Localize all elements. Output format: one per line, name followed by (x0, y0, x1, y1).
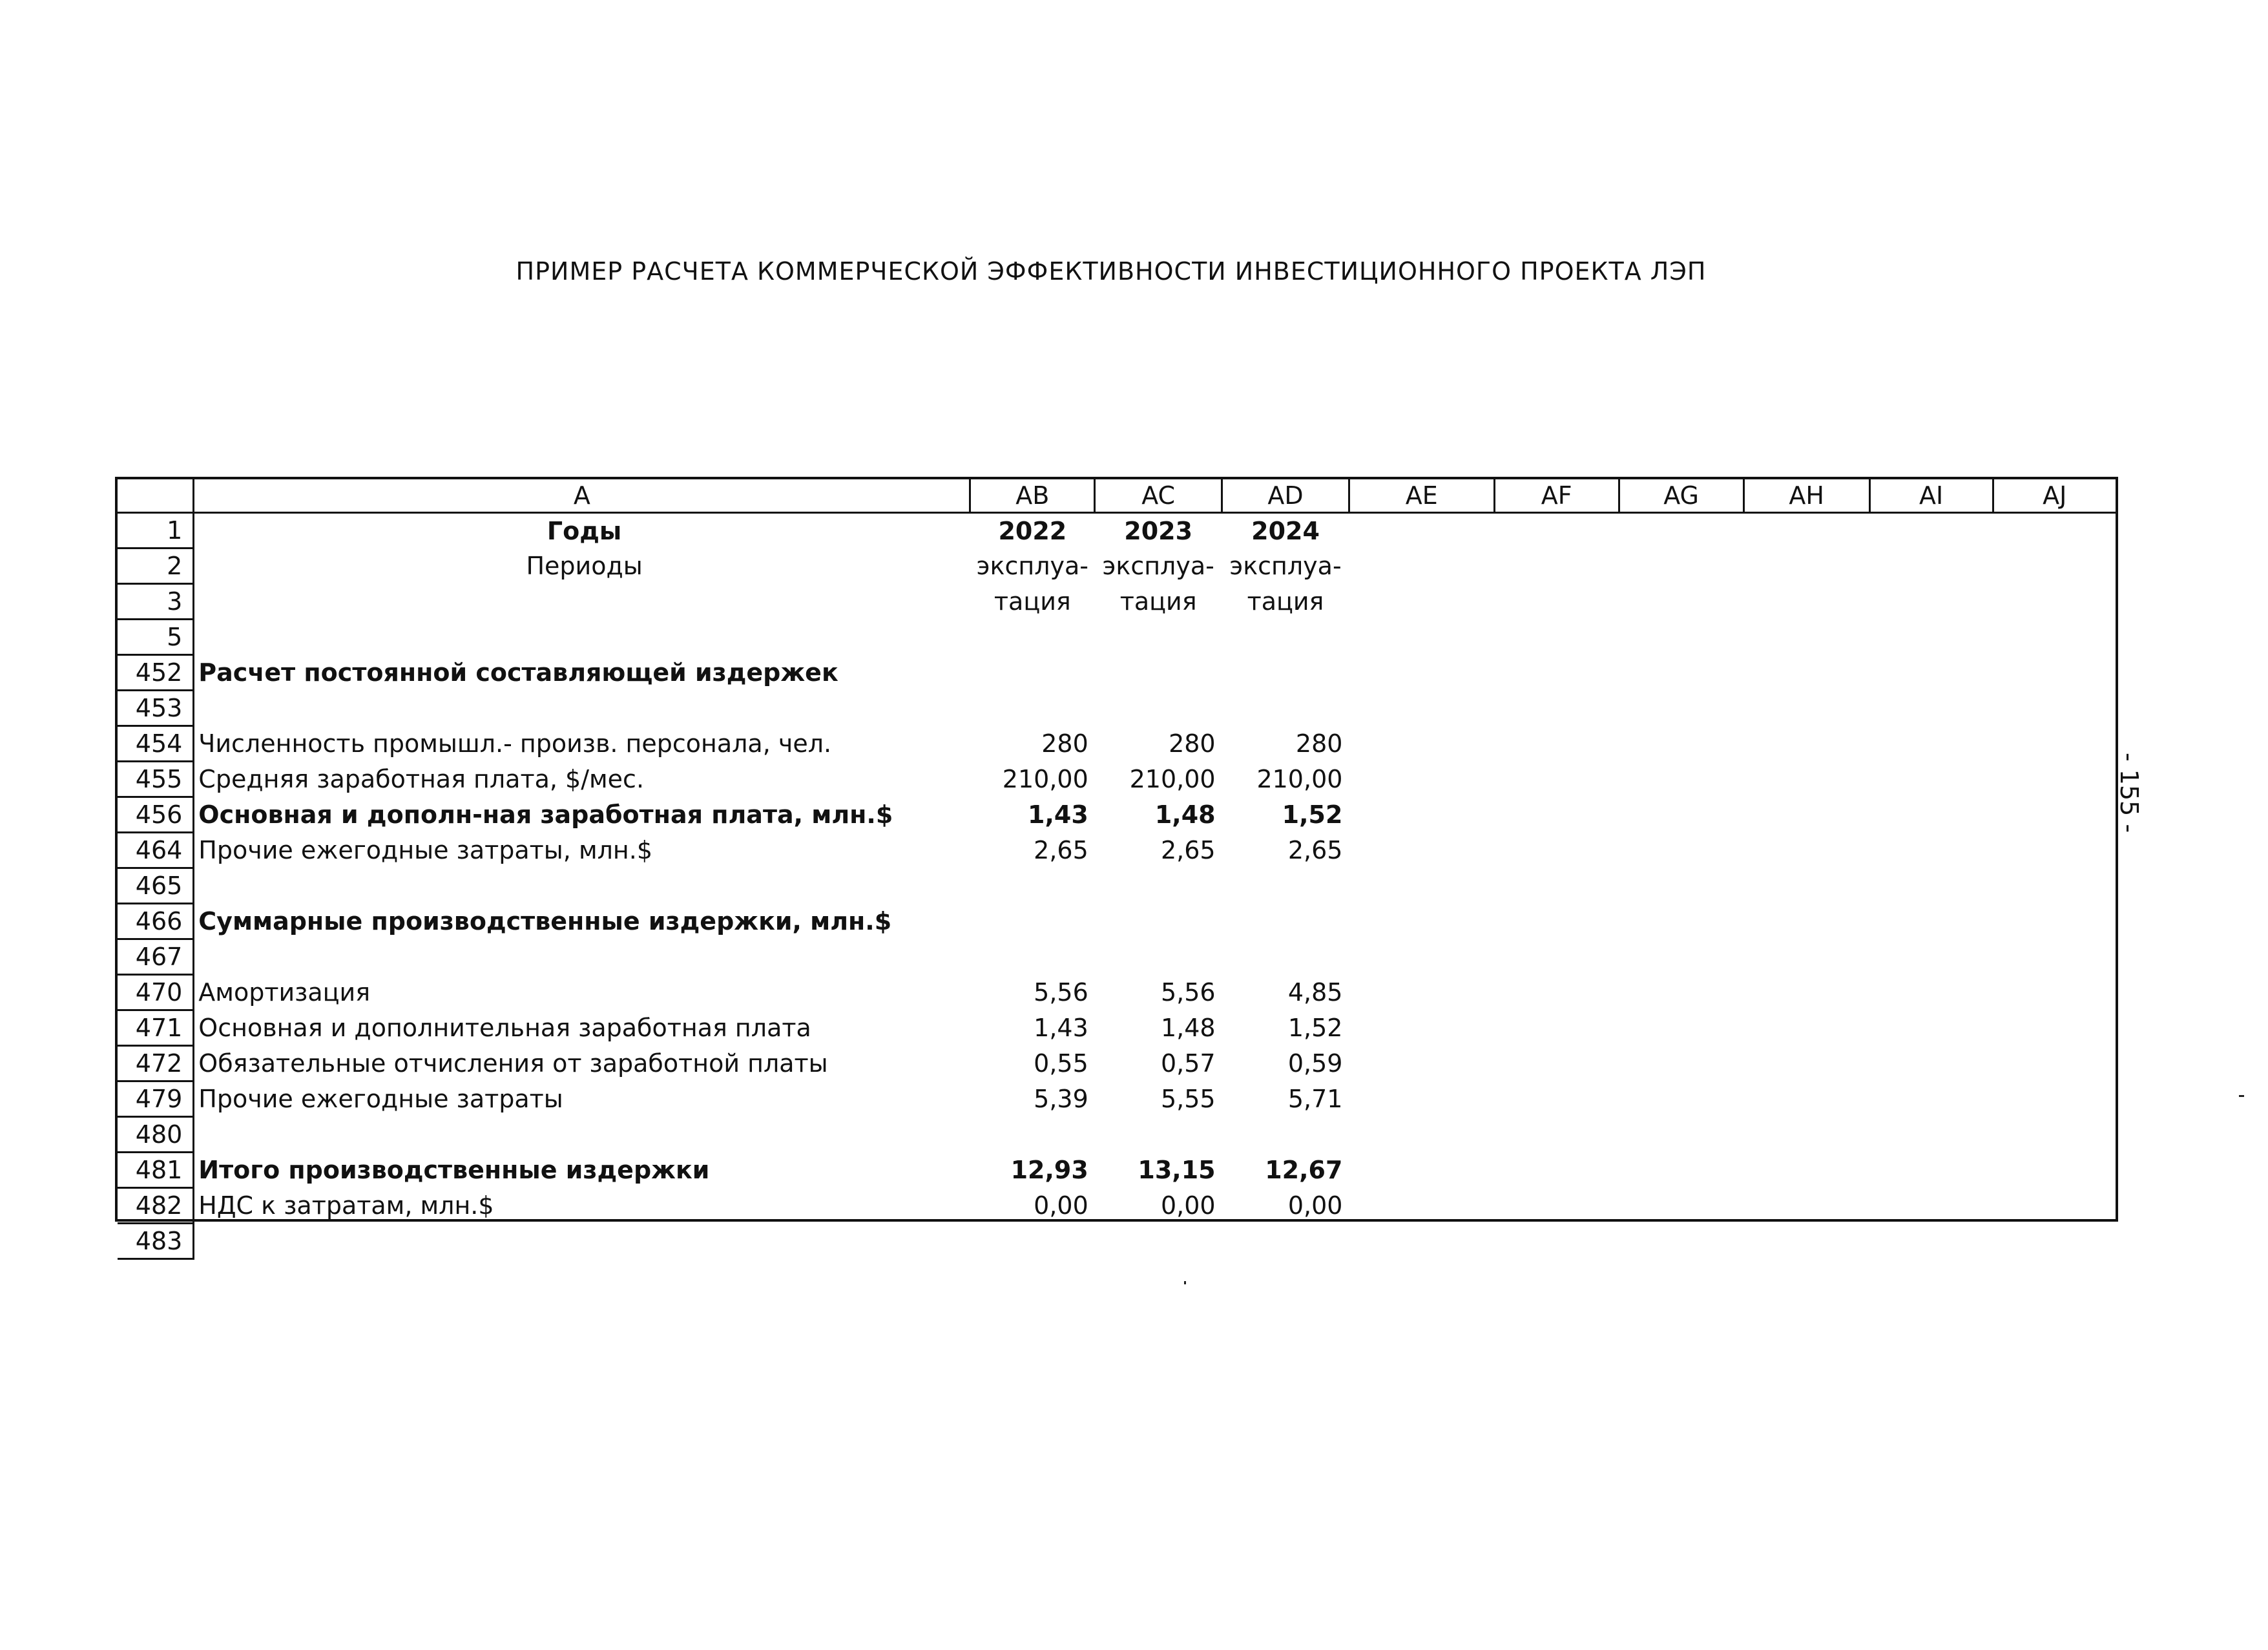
column-header-ah[interactable]: AH (1743, 479, 1869, 513)
row-number[interactable]: 455 (118, 762, 194, 797)
empty-cell-ag[interactable] (1619, 868, 1743, 904)
row-label[interactable]: Суммарные производственные издержки, млн.$ (198, 907, 892, 935)
row-number[interactable]: 454 (118, 726, 194, 762)
empty-cell-ah[interactable] (1743, 1153, 1869, 1188)
table-row (118, 726, 2116, 762)
empty-cell-ah[interactable] (1743, 1081, 1869, 1117)
row-number[interactable]: 480 (118, 1117, 194, 1153)
table-row (118, 620, 2116, 655)
empty-cell-ae[interactable] (1349, 726, 1494, 762)
empty-cell-ah[interactable] (1743, 939, 1869, 975)
empty-cell-aj[interactable] (1993, 762, 2116, 797)
value-cell-ab[interactable]: 5,56 (1034, 978, 1088, 1007)
scan-mark (1184, 1281, 1186, 1284)
empty-cell-aj[interactable] (1993, 691, 2116, 726)
empty-cell-ag[interactable] (1619, 797, 1743, 833)
table-row (118, 1081, 2116, 1117)
empty-cell-aj[interactable] (1993, 833, 2116, 868)
value-cell-ad[interactable]: 210,00 (1256, 765, 1343, 793)
row-label[interactable]: Прочие ежегодные затраты, млн.$ (198, 836, 653, 864)
value-cell-ad[interactable]: 1,52 (1287, 1014, 1343, 1042)
row-number[interactable]: 483 (118, 1224, 194, 1259)
empty-cell-ah[interactable] (1743, 1117, 1869, 1153)
empty-cell-ag[interactable] (1619, 833, 1743, 868)
value-cell-ad[interactable] (1222, 1224, 1349, 1259)
empty-cell-ah[interactable] (1743, 1224, 1869, 1259)
value-cell-ad[interactable] (1222, 620, 1349, 655)
value-cell-ab[interactable] (970, 904, 1095, 939)
empty-cell-ag[interactable] (1619, 1081, 1743, 1117)
value-cell-ab[interactable]: 0,00 (1034, 1191, 1088, 1220)
empty-cell-ai[interactable] (1869, 762, 1993, 797)
empty-cell-ae[interactable] (1349, 1188, 1494, 1224)
table-row (118, 833, 2116, 868)
empty-cell-ai[interactable] (1869, 691, 1993, 726)
row-label[interactable] (194, 939, 970, 975)
empty-cell-af[interactable] (1494, 1117, 1619, 1153)
empty-cell-af[interactable] (1494, 655, 1619, 691)
row-number[interactable]: 3 (118, 584, 194, 620)
empty-cell-ai[interactable] (1869, 620, 1993, 655)
empty-cell-ae[interactable] (1349, 1224, 1494, 1259)
empty-cell-ae[interactable] (1349, 1046, 1494, 1081)
empty-cell-ae[interactable] (1349, 797, 1494, 833)
empty-cell-aj[interactable] (1993, 655, 2116, 691)
row-label[interactable]: Прочие ежегодные затраты (198, 1085, 563, 1113)
value-cell-ac[interactable]: тация (1119, 587, 1197, 616)
empty-cell-af[interactable] (1494, 620, 1619, 655)
empty-cell-ai[interactable] (1869, 513, 1993, 548)
row-number[interactable]: 1 (118, 513, 194, 548)
value-cell-ad[interactable]: 2024 (1251, 516, 1320, 545)
empty-cell-af[interactable] (1494, 726, 1619, 762)
value-cell-ac[interactable] (1095, 1224, 1222, 1259)
empty-cell-ag[interactable] (1619, 1117, 1743, 1153)
empty-cell-aj[interactable] (1993, 620, 2116, 655)
empty-cell-ai[interactable] (1869, 868, 1993, 904)
empty-cell-af[interactable] (1494, 868, 1619, 904)
spreadsheet-table (115, 477, 2118, 1255)
empty-cell-ah[interactable] (1743, 1188, 1869, 1224)
empty-cell-ah[interactable] (1743, 975, 1869, 1010)
value-cell-ab[interactable]: 5,39 (1034, 1085, 1088, 1113)
table-row (118, 1046, 2116, 1081)
row-label[interactable] (194, 620, 970, 655)
table-row (118, 868, 2116, 904)
empty-cell-aj[interactable] (1993, 1046, 2116, 1081)
value-cell-ad[interactable] (1222, 1117, 1349, 1153)
value-cell-ab[interactable] (970, 691, 1095, 726)
row-label[interactable]: Амортизация (198, 978, 371, 1007)
value-cell-ac[interactable]: эксплуа- (1102, 552, 1214, 580)
empty-cell-af[interactable] (1494, 1081, 1619, 1117)
row-number[interactable]: 471 (118, 1010, 194, 1046)
empty-cell-aj[interactable] (1993, 1010, 2116, 1046)
empty-cell-ah[interactable] (1743, 797, 1869, 833)
empty-cell-af[interactable] (1494, 904, 1619, 939)
empty-cell-af[interactable] (1494, 762, 1619, 797)
value-cell-ac[interactable]: 13,15 (1138, 1156, 1216, 1184)
row-label[interactable] (194, 584, 970, 620)
empty-cell-aj[interactable] (1993, 584, 2116, 620)
table-row (118, 797, 2116, 833)
table-row (118, 1010, 2116, 1046)
row-number[interactable]: 470 (118, 975, 194, 1010)
empty-cell-ag[interactable] (1619, 584, 1743, 620)
empty-cell-ae[interactable] (1349, 833, 1494, 868)
empty-cell-af[interactable] (1494, 691, 1619, 726)
empty-cell-ai[interactable] (1869, 726, 1993, 762)
row-label[interactable]: Расчет постоянной составляющей издержек (198, 658, 838, 687)
value-cell-ab[interactable]: 2,65 (1034, 836, 1088, 864)
empty-cell-ag[interactable] (1619, 726, 1743, 762)
empty-cell-aj[interactable] (1993, 1153, 2116, 1188)
empty-cell-ag[interactable] (1619, 655, 1743, 691)
empty-cell-ag[interactable] (1619, 513, 1743, 548)
empty-cell-aj[interactable] (1993, 1117, 2116, 1153)
empty-cell-ag[interactable] (1619, 1153, 1743, 1188)
empty-cell-ag[interactable] (1619, 762, 1743, 797)
column-header-ab[interactable]: AB (970, 479, 1095, 513)
value-cell-ad[interactable]: 1,52 (1282, 800, 1343, 829)
row-label[interactable]: Численность промышл.- произв. персонала, чел. (198, 729, 832, 758)
value-cell-ad[interactable] (1222, 655, 1349, 691)
table-row (118, 655, 2116, 691)
value-cell-ab[interactable] (970, 1224, 1095, 1259)
empty-cell-ae[interactable] (1349, 548, 1494, 584)
row-number[interactable]: 467 (118, 939, 194, 975)
row-label[interactable]: Средняя заработная плата, $/мес. (198, 765, 645, 793)
empty-cell-ai[interactable] (1869, 1046, 1993, 1081)
value-cell-ab[interactable]: 210,00 (1002, 765, 1088, 793)
empty-cell-aj[interactable] (1993, 1081, 2116, 1117)
empty-cell-ai[interactable] (1869, 655, 1993, 691)
value-cell-ac[interactable] (1095, 691, 1222, 726)
row-number[interactable]: 465 (118, 868, 194, 904)
value-cell-ad[interactable]: 4,85 (1287, 978, 1343, 1007)
value-cell-ad[interactable]: 0,00 (1287, 1191, 1343, 1220)
empty-cell-ag[interactable] (1619, 1188, 1743, 1224)
table-row (118, 1153, 2116, 1188)
row-number[interactable]: 5 (118, 620, 194, 655)
empty-cell-ag[interactable] (1619, 904, 1743, 939)
empty-cell-ai[interactable] (1869, 1188, 1993, 1224)
value-cell-ad[interactable]: 5,71 (1287, 1085, 1343, 1113)
empty-cell-ag[interactable] (1619, 691, 1743, 726)
value-cell-ac[interactable]: 5,55 (1160, 1085, 1216, 1113)
column-header-ad[interactable]: AD (1222, 479, 1349, 513)
spreadsheet-grid (118, 479, 2116, 1260)
empty-cell-ah[interactable] (1743, 833, 1869, 868)
row-label[interactable]: Годы (546, 516, 622, 545)
empty-cell-aj[interactable] (1993, 1224, 2116, 1259)
empty-cell-ah[interactable] (1743, 904, 1869, 939)
empty-cell-af[interactable] (1494, 1153, 1619, 1188)
empty-cell-ah[interactable] (1743, 548, 1869, 584)
value-cell-ab[interactable] (970, 868, 1095, 904)
value-cell-ab[interactable]: тация (994, 587, 1071, 616)
column-header-ai[interactable]: AI (1869, 479, 1993, 513)
table-row (118, 975, 2116, 1010)
value-cell-ad[interactable]: тация (1247, 587, 1324, 616)
value-cell-ad[interactable]: 0,59 (1287, 1049, 1343, 1078)
corner-cell[interactable] (118, 479, 194, 513)
column-header-ae[interactable]: AE (1349, 479, 1494, 513)
value-cell-ad[interactable] (1222, 904, 1349, 939)
empty-cell-ah[interactable] (1743, 726, 1869, 762)
row-label[interactable]: НДС к затратам, млн.$ (198, 1191, 494, 1220)
empty-cell-ag[interactable] (1619, 1046, 1743, 1081)
empty-cell-ah[interactable] (1743, 1010, 1869, 1046)
row-label[interactable]: Итого производственные издержки (198, 1156, 710, 1184)
value-cell-ac[interactable]: 1,48 (1154, 800, 1216, 829)
empty-cell-ah[interactable] (1743, 868, 1869, 904)
empty-cell-ae[interactable] (1349, 975, 1494, 1010)
row-number[interactable]: 456 (118, 797, 194, 833)
value-cell-ab[interactable] (970, 655, 1095, 691)
table-row (118, 584, 2116, 620)
row-label[interactable] (194, 868, 970, 904)
value-cell-ac[interactable]: 0,57 (1160, 1049, 1216, 1078)
value-cell-ad[interactable] (1222, 691, 1349, 726)
row-label[interactable]: Обязательные отчисления от заработной платы (198, 1049, 828, 1078)
empty-cell-af[interactable] (1494, 1046, 1619, 1081)
empty-cell-ae[interactable] (1349, 584, 1494, 620)
empty-cell-ae[interactable] (1349, 762, 1494, 797)
empty-cell-af[interactable] (1494, 1010, 1619, 1046)
empty-cell-af[interactable] (1494, 833, 1619, 868)
empty-cell-ae[interactable] (1349, 1117, 1494, 1153)
empty-cell-ah[interactable] (1743, 655, 1869, 691)
row-label[interactable]: Основная и дополнительная заработная плата (198, 1014, 811, 1042)
empty-cell-ae[interactable] (1349, 1010, 1494, 1046)
empty-cell-ae[interactable] (1349, 513, 1494, 548)
empty-cell-aj[interactable] (1993, 1188, 2116, 1224)
row-number[interactable]: 481 (118, 1153, 194, 1188)
empty-cell-ae[interactable] (1349, 939, 1494, 975)
empty-cell-aj[interactable] (1993, 513, 2116, 548)
row-number[interactable]: 479 (118, 1081, 194, 1117)
empty-cell-aj[interactable] (1993, 726, 2116, 762)
empty-cell-ai[interactable] (1869, 975, 1993, 1010)
value-cell-ac[interactable]: 5,56 (1160, 978, 1216, 1007)
empty-cell-ah[interactable] (1743, 691, 1869, 726)
row-label[interactable]: Основная и дополн-ная заработная плата, млн.$ (198, 800, 893, 829)
empty-cell-ah[interactable] (1743, 513, 1869, 548)
empty-cell-ai[interactable] (1869, 584, 1993, 620)
value-cell-ac[interactable]: 2,65 (1160, 836, 1216, 864)
row-number[interactable]: 472 (118, 1046, 194, 1081)
value-cell-ac[interactable]: 2023 (1124, 516, 1193, 545)
value-cell-ab[interactable] (970, 939, 1095, 975)
value-cell-ac[interactable]: 210,00 (1129, 765, 1216, 793)
value-cell-ab[interactable] (970, 620, 1095, 655)
row-label[interactable] (194, 691, 970, 726)
value-cell-ac[interactable] (1095, 868, 1222, 904)
empty-cell-ai[interactable] (1869, 1153, 1993, 1188)
scan-mark (2239, 1095, 2244, 1097)
empty-cell-af[interactable] (1494, 1224, 1619, 1259)
empty-cell-ai[interactable] (1869, 1117, 1993, 1153)
column-header-ag[interactable]: AG (1619, 479, 1743, 513)
empty-cell-ag[interactable] (1619, 975, 1743, 1010)
empty-cell-af[interactable] (1494, 513, 1619, 548)
empty-cell-aj[interactable] (1993, 975, 2116, 1010)
empty-cell-ah[interactable] (1743, 1046, 1869, 1081)
table-row (118, 939, 2116, 975)
row-label[interactable]: Периоды (526, 552, 643, 580)
value-cell-ab[interactable] (970, 1117, 1095, 1153)
table-row (118, 1224, 2116, 1259)
value-cell-ab[interactable]: 2022 (998, 516, 1067, 545)
value-cell-ac[interactable]: 0,00 (1160, 1191, 1216, 1220)
empty-cell-ae[interactable] (1349, 691, 1494, 726)
empty-cell-af[interactable] (1494, 975, 1619, 1010)
column-header-row (118, 479, 2116, 513)
value-cell-ad[interactable]: 280 (1295, 729, 1343, 758)
page-number: - 155 - (2115, 753, 2143, 833)
row-number[interactable]: 482 (118, 1188, 194, 1224)
empty-cell-ae[interactable] (1349, 904, 1494, 939)
empty-cell-ah[interactable] (1743, 584, 1869, 620)
row-label[interactable] (194, 1224, 970, 1259)
value-cell-ab[interactable]: эксплуа- (976, 552, 1088, 580)
table-row (118, 691, 2116, 726)
table-row (118, 513, 2116, 548)
empty-cell-aj[interactable] (1993, 904, 2116, 939)
value-cell-ac[interactable]: 1,48 (1160, 1014, 1216, 1042)
value-cell-ac[interactable] (1095, 1117, 1222, 1153)
empty-cell-af[interactable] (1494, 1188, 1619, 1224)
empty-cell-aj[interactable] (1993, 548, 2116, 584)
value-cell-ab[interactable]: 280 (1041, 729, 1088, 758)
value-cell-ab[interactable]: 1,43 (1028, 800, 1088, 829)
row-number[interactable]: 452 (118, 655, 194, 691)
row-label[interactable] (194, 1117, 970, 1153)
value-cell-ad[interactable]: эксплуа- (1229, 552, 1342, 580)
empty-cell-ai[interactable] (1869, 904, 1993, 939)
row-number[interactable]: 464 (118, 833, 194, 868)
value-cell-ab[interactable]: 1,43 (1034, 1014, 1088, 1042)
empty-cell-ag[interactable] (1619, 1010, 1743, 1046)
table-row (118, 904, 2116, 939)
empty-cell-ag[interactable] (1619, 1224, 1743, 1259)
empty-cell-ae[interactable] (1349, 1081, 1494, 1117)
empty-cell-af[interactable] (1494, 584, 1619, 620)
empty-cell-ai[interactable] (1869, 548, 1993, 584)
table-row (118, 548, 2116, 584)
value-cell-ad[interactable] (1222, 868, 1349, 904)
empty-cell-af[interactable] (1494, 939, 1619, 975)
page-title: ПРИМЕР РАСЧЕТА КОММЕРЧЕСКОЙ ЭФФЕКТИВНОСТИ ИНВЕСТИЦИОННОГО ПРОЕКТА ЛЭП (515, 257, 1707, 286)
empty-cell-aj[interactable] (1993, 868, 2116, 904)
empty-cell-af[interactable] (1494, 548, 1619, 584)
empty-cell-ae[interactable] (1349, 1153, 1494, 1188)
column-header-a[interactable]: A (194, 479, 970, 513)
empty-cell-ag[interactable] (1619, 939, 1743, 975)
row-number[interactable]: 2 (118, 548, 194, 584)
value-cell-ac[interactable] (1095, 655, 1222, 691)
empty-cell-ai[interactable] (1869, 797, 1993, 833)
empty-cell-ae[interactable] (1349, 868, 1494, 904)
empty-cell-ah[interactable] (1743, 620, 1869, 655)
row-number[interactable]: 453 (118, 691, 194, 726)
empty-cell-ae[interactable] (1349, 620, 1494, 655)
value-cell-ad[interactable]: 2,65 (1287, 836, 1343, 864)
column-header-ac[interactable]: AC (1095, 479, 1222, 513)
value-cell-ac[interactable]: 280 (1169, 729, 1216, 758)
empty-cell-ah[interactable] (1743, 762, 1869, 797)
empty-cell-ag[interactable] (1619, 620, 1743, 655)
value-cell-ac[interactable] (1095, 904, 1222, 939)
value-cell-ab[interactable]: 12,93 (1010, 1156, 1088, 1184)
empty-cell-ai[interactable] (1869, 833, 1993, 868)
value-cell-ad[interactable] (1222, 939, 1349, 975)
empty-cell-ae[interactable] (1349, 655, 1494, 691)
table-row (118, 1117, 2116, 1153)
value-cell-ac[interactable] (1095, 620, 1222, 655)
empty-cell-ai[interactable] (1869, 939, 1993, 975)
value-cell-ad[interactable]: 12,67 (1265, 1156, 1343, 1184)
empty-cell-af[interactable] (1494, 797, 1619, 833)
column-header-af[interactable]: AF (1494, 479, 1619, 513)
column-header-aj[interactable]: AJ (1993, 479, 2116, 513)
table-row (118, 762, 2116, 797)
empty-cell-aj[interactable] (1993, 939, 2116, 975)
row-number[interactable]: 466 (118, 904, 194, 939)
empty-cell-ai[interactable] (1869, 1010, 1993, 1046)
empty-cell-aj[interactable] (1993, 797, 2116, 833)
value-cell-ac[interactable] (1095, 939, 1222, 975)
empty-cell-ag[interactable] (1619, 548, 1743, 584)
table-row (118, 1188, 2116, 1224)
empty-cell-ai[interactable] (1869, 1224, 1993, 1259)
empty-cell-ai[interactable] (1869, 1081, 1993, 1117)
value-cell-ab[interactable]: 0,55 (1034, 1049, 1088, 1078)
